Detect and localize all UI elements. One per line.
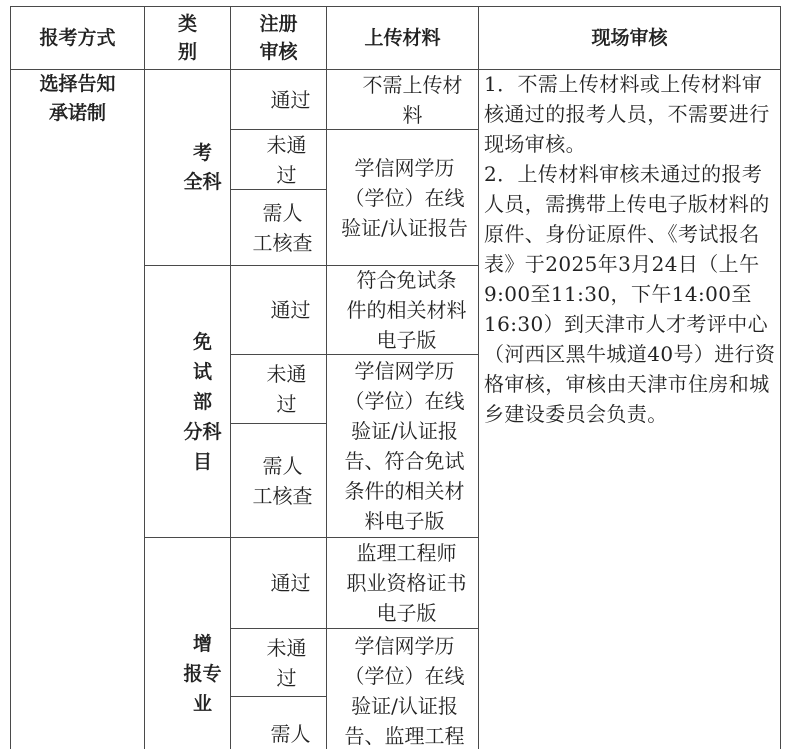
status-fail: 未通 过 [266,362,307,416]
status-pass: 通过 [270,571,311,595]
materials-exemption-docs: 符合免试条 件的相关材料 电子版 [346,268,467,352]
materials-supervisor-certificate: 监理工程师 职业资格证书 电子版 [346,541,467,625]
status-fail: 未通 过 [266,132,307,187]
header-upload-materials: 上传材料 [364,27,441,49]
materials-verification-and-exemption: 学信网学历 （学位）在线 验证/认证报 告、符合免试 条件的相关材 料电子版 [344,359,465,533]
header-category: 类 别 [177,13,197,63]
header-method: 报考方式 [39,27,116,49]
status-pass: 通过 [270,298,311,322]
category-full-subjects: 考 全科 [183,141,222,193]
table-border [780,6,781,749]
category-exempt-subjects: 免 试 部 分科目 [183,330,222,473]
category-add-specialty: 增 报专业 [183,632,222,715]
materials-verification-and-certificate: 学信网学历 （学位）在线 验证/认证报 告、监理工程 [344,634,465,748]
status-pass: 通过 [270,87,311,112]
header-onsite-review: 现场审核 [591,27,668,49]
materials-none: 不需上传材 料 [362,72,463,127]
status-fail: 未通 过 [266,635,307,690]
table-border [478,6,479,749]
materials-verification-report: 学信网学历 （学位）在线 验证/认证报告 [341,155,468,240]
method-value: 选择告知 承诺制 [39,73,116,124]
status-manual-check: 需人 工核查 [252,200,313,255]
status-manual-check: 需人 [270,722,311,746]
status-manual-check: 需人 工核查 [252,453,313,508]
onsite-review-text: 1．不需上传材料或上传材料审核通过的报考人员，不需要进行现场审核。 2．上传材料审核未通过的报考人员，需携带上传电子版材料的原件、身份证原件、《考试报名表》于2025年3月24日（上午9:00至11:30，下午14:00至16:30）到天津市人才考评中心（河西区黑牛城道40号）进行资格审核，审核由天津市住房和城乡建设委员会负责。 [484,72,776,426]
header-registration-review: 注册 审核 [259,13,298,63]
